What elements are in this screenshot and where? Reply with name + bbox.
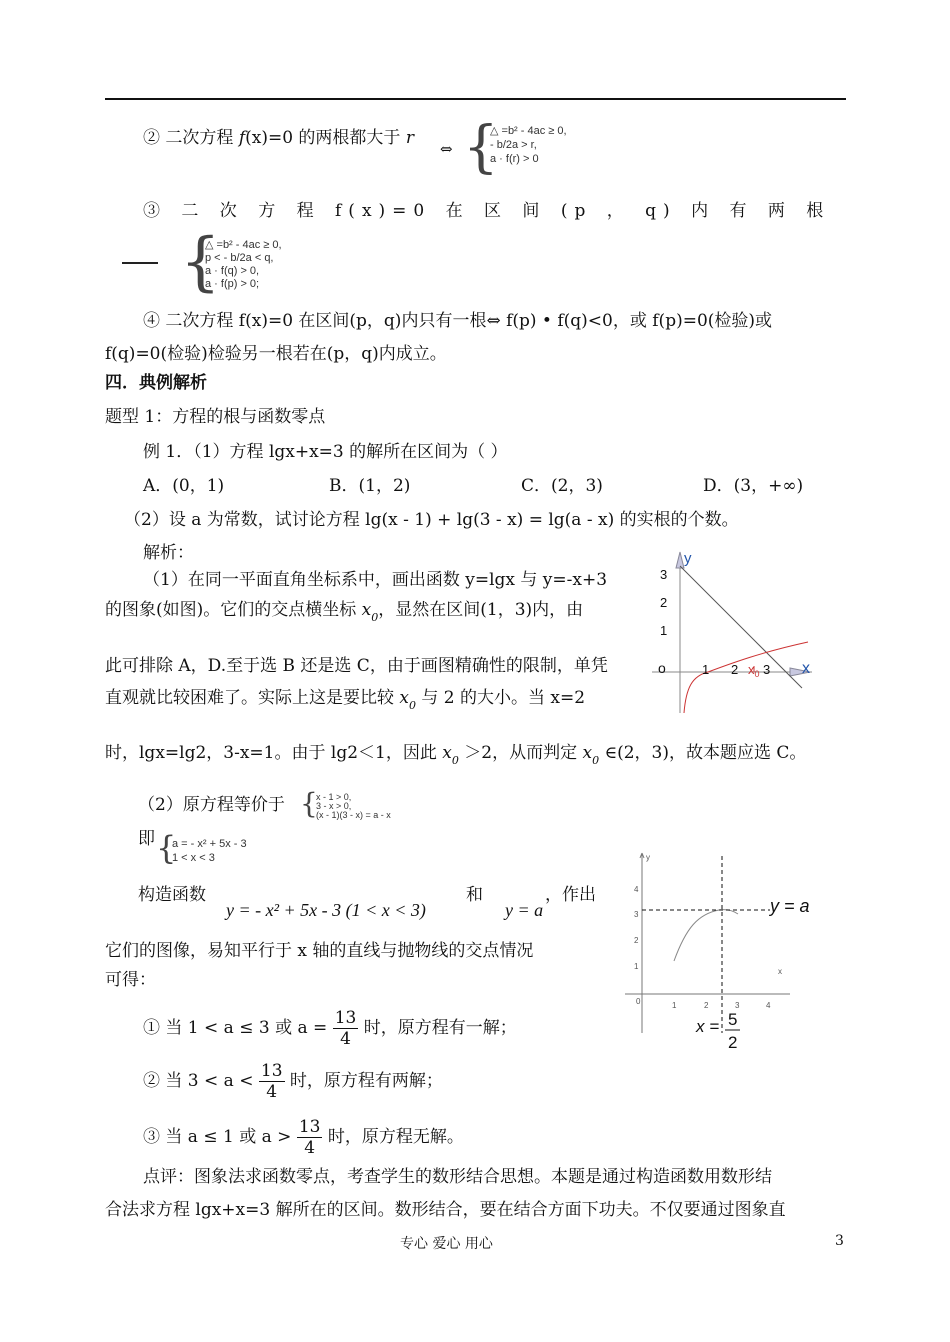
case2-frac: $\frac{13}{4}$ (260, 1061, 283, 1102)
equiv-sys-3: (x - 1)(3 - x) = a - x (316, 810, 391, 820)
item3-brace: { (180, 225, 221, 299)
item4-line1: ④ 二次方程 f(x)=0 在区间(p，q)内只有一根⇔ f(p) • f(q)<0，或 f(p)=0(检验)或 (143, 311, 773, 331)
case3-post: 时，原方程无解。 (322, 1127, 464, 1147)
ji-sys-1: a = - x² + 5x - 3 (172, 838, 247, 850)
construct-c: ，作出 (545, 885, 596, 905)
figure2-y-axis: y (646, 853, 650, 862)
p1-line5-b: ＞2，从而判定 (458, 743, 583, 763)
figure2-x-axis: x (778, 967, 782, 976)
case3-frac: $\frac{13}{4}$ (298, 1117, 321, 1158)
item2-sys-2: - b/2a > r, (490, 139, 537, 151)
option-a: A．(0，1) (143, 476, 225, 496)
figure1-xtick-2: 2 (731, 662, 739, 677)
figure2-xtick-4: 4 (766, 1001, 771, 1010)
ji-system (172, 837, 247, 865)
footer-center: 专心 爱心 用心 (400, 1236, 493, 1252)
example1-question: 例 1．（1）方程 lgx+x=3 的解所在区间为（ ） (143, 442, 508, 462)
case1-frac: $\frac{13}{4}$ (334, 1008, 357, 1049)
item2-system (490, 124, 567, 166)
p1-line5 (105, 741, 806, 773)
case1 (143, 1008, 517, 1049)
case2-pre: ② 当 3 < a < (143, 1071, 259, 1091)
figure1-ytick-2: 2 (660, 595, 668, 610)
item2-sys-3: a · f(r) > 0 (490, 153, 539, 165)
section-heading: 四．典例解析 (105, 373, 207, 393)
figure2-xtick-1: 1 (672, 1001, 677, 1010)
figure2-frac-den: 2 (728, 1033, 738, 1052)
x0-c: $x_0$ (442, 743, 459, 767)
p1-line2-b: ，显然在区间(1，3)内，由 (378, 600, 584, 620)
ji-brace: { (156, 829, 177, 867)
figure2-ytick-3: 3 (634, 910, 639, 919)
figure2-ytick-1: 1 (634, 962, 639, 971)
item2-brace: { (463, 115, 499, 180)
line-c: 可得： (105, 970, 156, 990)
item3-sys-4: a · f(p) > 0; (205, 278, 260, 290)
figure1-ytick-1: 1 (660, 623, 668, 638)
item4-line2: f(q)=0(检验)检验另一根若在(p，q)内成立。 (105, 344, 447, 364)
part2-question: （2）设 a 为常数，试讨论方程 lg(x - 1) + lg(3 - x) = lg(a - x) 的实根的个数。 (124, 510, 739, 530)
figure1-ytick-3: 3 (660, 567, 668, 582)
case1-post: 时，原方程有一解； (358, 1018, 517, 1038)
header-rule (105, 98, 846, 100)
p1-line2 (105, 598, 583, 630)
figure1-graph (642, 548, 842, 718)
figure2-xtick-3: 3 (735, 1001, 740, 1010)
construct-ya: y = a (505, 900, 544, 920)
x0-a: $x_0$ (361, 600, 379, 624)
figure2-ya-label: y = a (770, 896, 810, 916)
item2-line (143, 126, 414, 150)
construct-a: 构造函数 (138, 885, 206, 905)
figure2-origin: 0 (636, 997, 641, 1006)
p1-line1: （1）在同一平面直角坐标系中，画出函数 y=lgx 与 y=-x+3 (143, 570, 608, 590)
figure1-x0: $x_0$ (748, 662, 760, 679)
figure2-ytick-2: 2 (634, 936, 639, 945)
ji-sys-2: 1 < x < 3 (172, 852, 215, 864)
option-b: B．(1，2) (329, 476, 411, 496)
p1-line4-b: 与 2 的大小。当 x=2 (416, 688, 586, 708)
p1-line5-a: 时，lgx=lg2，3-x=1。由于 lg2＜1，因此 (105, 743, 443, 763)
construct-b: 和 (466, 885, 483, 905)
item3-sys-3: a · f(q) > 0, (205, 265, 260, 277)
figure1-xtick-3: 3 (763, 662, 771, 677)
p1-line5-c: ∈(2，3)，故本题应选 C。 (599, 743, 807, 763)
item3-system (205, 239, 282, 291)
equiv-text: （2）原方程等价于 (138, 795, 285, 815)
figure1-origin: o (658, 660, 666, 676)
comment-line2: 合法求方程 lgx+x=3 解所在的区间。数形结合，要在结合方面下功夫。不仅要通过图象直 (105, 1200, 786, 1220)
case3 (143, 1117, 464, 1158)
figure1-x-label: x (802, 660, 810, 677)
page-number: 3 (835, 1233, 844, 1249)
item2-fx: f (238, 128, 246, 148)
x0-d: $x_0$ (582, 743, 600, 767)
item2-mid: (x)=0 的两根都大于 (245, 128, 406, 148)
p1-line4-a: 直观就比较困难了。实际上这是要比较 (105, 688, 400, 708)
equiv-brace: { (300, 787, 318, 820)
construct-fn: y = - x² + 5x - 3 (1 < x < 3) (226, 900, 426, 920)
item3-line: ③ 二 次 方 程 f(x)=0 在 区 间 (p ， q) 内 有 两 根 (143, 201, 831, 221)
option-c: C．(2，3) (521, 476, 603, 496)
comment-line1: 点评：图象法求函数零点，考查学生的数形结合思想。本题是通过构造函数用数形结 (143, 1167, 772, 1187)
item3-sys-1: △ =b² - 4ac ≥ 0, (205, 239, 282, 251)
case2-post: 时，原方程有两解； (284, 1071, 443, 1091)
figure2-frac-num: 5 (728, 1010, 738, 1029)
figure1-xtick-1: 1 (702, 662, 710, 677)
figure2-ytick-4: 4 (634, 885, 639, 894)
p1-line3: 此可排除 A，D.至于选 B 还是选 C，由于画图精确性的限制，单凭 (105, 656, 608, 676)
type-title: 题型 1：方程的根与函数零点 (105, 407, 326, 427)
p1-line4 (105, 686, 585, 718)
case2 (143, 1061, 443, 1102)
figure2-x-eq: x = (696, 1017, 720, 1036)
equiv-sys-1: x - 1 > 0, (316, 792, 352, 802)
item2-sys-1: △ =b² - 4ac ≥ 0, (490, 125, 567, 137)
equiv-sys-2: 3 - x > 0, (316, 801, 352, 811)
item3-equiv-dash (122, 262, 158, 264)
item2-prefix: ② 二次方程 (143, 128, 239, 148)
line-b: 它们的图像，易知平行于 x 轴的直线与抛物线的交点情况 (105, 941, 534, 961)
p1-line2-a: 的图象(如图)。它们的交点横坐标 (105, 600, 362, 620)
figure1-y-label: y (684, 550, 692, 567)
figure2-xtick-2: 2 (704, 1001, 709, 1010)
equiv-system (316, 793, 391, 820)
ji-label: 即 (138, 829, 155, 849)
construct-line (138, 883, 206, 907)
figure2-graph (620, 848, 850, 1058)
item3-sys-2: p < - b/2a < q, (205, 252, 274, 264)
analysis-label: 解析： (143, 543, 194, 563)
item2-iff: ⇔ (440, 140, 453, 158)
x0-b: $x_0$ (399, 688, 416, 712)
item2-r: r (405, 128, 414, 148)
case3-pre: ③ 当 a ≤ 1 或 a > (143, 1127, 297, 1147)
option-d: D．(3，+∞) (703, 476, 804, 496)
case1-pre: ① 当 1 < a ≤ 3 或 a = (143, 1018, 333, 1038)
